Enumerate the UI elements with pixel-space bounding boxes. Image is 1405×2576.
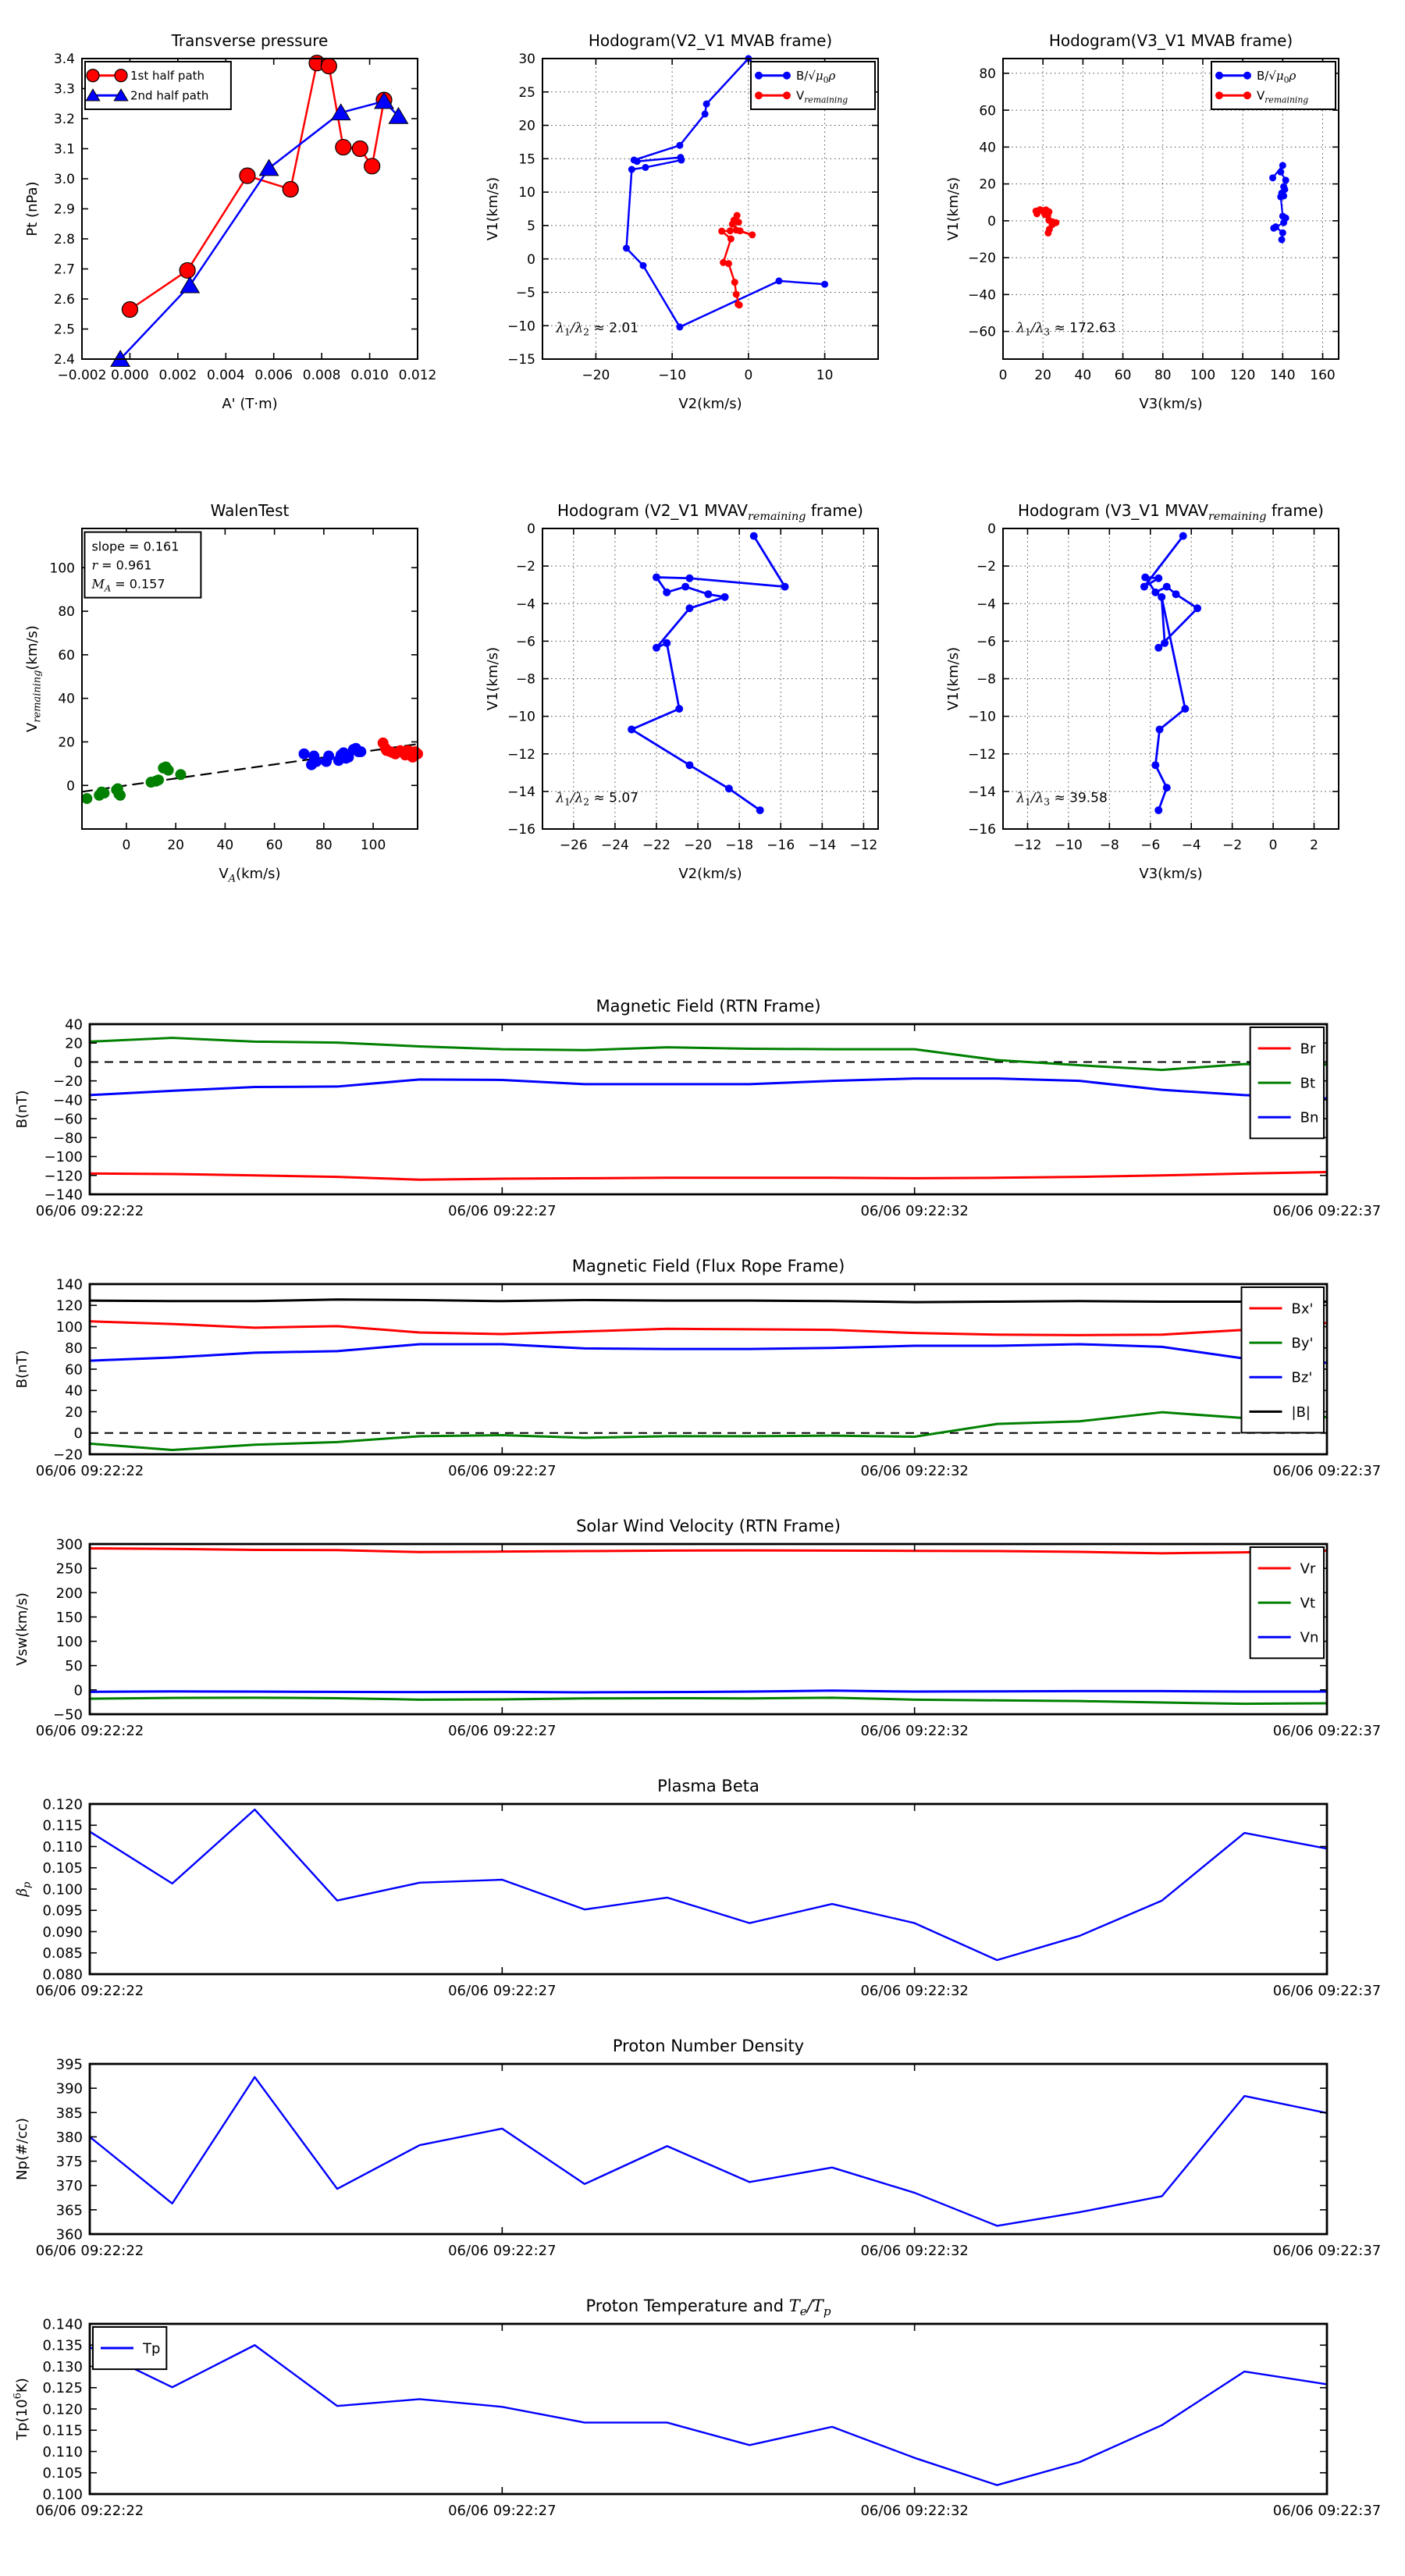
svg-text:40: 40 xyxy=(65,1382,83,1400)
svg-text:−100: −100 xyxy=(44,1149,83,1166)
svg-text:−4: −4 xyxy=(515,596,535,613)
svg-text:200: 200 xyxy=(55,1585,83,1602)
svg-text:|B|: |B| xyxy=(1291,1404,1311,1421)
svg-text:20: 20 xyxy=(65,1404,83,1421)
svg-text:100: 100 xyxy=(55,1318,83,1336)
svg-text:06/06 09:22:27: 06/06 09:22:27 xyxy=(448,1723,557,1739)
svg-text:−2: −2 xyxy=(976,559,996,575)
svg-text:06/06 09:22:27: 06/06 09:22:27 xyxy=(448,1463,557,1479)
svg-text:−20: −20 xyxy=(968,251,996,267)
svg-text:λ1/λ2 ≈ 5.07: $\lambda_1/\lambda_2 \approx 5.07$ xyxy=(556,790,638,808)
svg-text:0.010: 0.010 xyxy=(350,368,389,383)
svg-text:−50: −50 xyxy=(53,1706,83,1724)
svg-text:MA = 0.157: $M_A = 0.157$ xyxy=(91,576,165,594)
svg-text:06/06 09:22:32: 06/06 09:22:32 xyxy=(860,1463,969,1479)
svg-text:−20: −20 xyxy=(53,1446,83,1464)
svg-text:Vremaining(km/s): $V_{remaining}(km/s)$ xyxy=(24,625,44,732)
svg-text:−4: −4 xyxy=(1181,838,1201,853)
svg-text:60: 60 xyxy=(58,647,75,664)
chart-hodogram-v2v1-mvab xyxy=(480,12,921,418)
svg-text:−20: −20 xyxy=(53,1073,83,1091)
svg-text:0: 0 xyxy=(527,251,535,268)
svg-text:06/06 09:22:22: 06/06 09:22:22 xyxy=(35,2503,144,2519)
chart-magnetic-field-rtn xyxy=(0,991,1405,1251)
svg-text:06/06 09:22:37: 06/06 09:22:37 xyxy=(1272,1203,1382,1219)
svg-text:40: 40 xyxy=(58,691,75,707)
svg-text:20: 20 xyxy=(167,838,184,853)
svg-text:06/06 09:22:22: 06/06 09:22:22 xyxy=(35,2243,144,2259)
svg-text:Transverse pressure: Transverse pressure xyxy=(171,31,329,50)
svg-text:WalenTest: WalenTest xyxy=(210,501,290,520)
svg-text:375: 375 xyxy=(55,2154,83,2171)
svg-text:0.100: 0.100 xyxy=(42,1881,83,1898)
svg-text:20: 20 xyxy=(65,1035,83,1052)
chart-transverse-pressure xyxy=(20,12,461,418)
svg-text:0.000: 0.000 xyxy=(111,368,149,383)
svg-text:2.6: 2.6 xyxy=(53,292,75,308)
svg-text:80: 80 xyxy=(979,66,996,83)
chart-walen-test xyxy=(20,482,461,888)
svg-text:150: 150 xyxy=(55,1609,83,1626)
svg-text:0.105: 0.105 xyxy=(42,2465,83,2482)
chart-hodogram-v3v1-mvav xyxy=(941,482,1382,888)
svg-text:Bx': Bx' xyxy=(1291,1300,1314,1318)
svg-text:r = 0.961: r = 0.961 xyxy=(91,557,152,573)
svg-text:100: 100 xyxy=(55,1634,83,1651)
svg-text:5: 5 xyxy=(527,219,535,235)
svg-text:−22: −22 xyxy=(642,838,670,853)
svg-text:0: 0 xyxy=(998,368,1008,383)
svg-text:−40: −40 xyxy=(53,1092,83,1109)
svg-text:Vremaining: $V_{remaining}$ xyxy=(1257,88,1309,105)
svg-text:06/06 09:22:27: 06/06 09:22:27 xyxy=(448,2503,557,2519)
svg-text:B/√μ0ρ: $B/√\mu_0\rho$ xyxy=(1257,69,1297,85)
svg-text:2.9: 2.9 xyxy=(53,201,75,218)
svg-text:0.080: 0.080 xyxy=(42,1966,83,1984)
svg-text:3.4: 3.4 xyxy=(53,52,75,68)
svg-text:250: 250 xyxy=(55,1560,83,1578)
svg-text:3.2: 3.2 xyxy=(53,112,75,128)
svg-text:395: 395 xyxy=(55,2056,83,2073)
svg-text:60: 60 xyxy=(1114,368,1132,383)
svg-text:60: 60 xyxy=(979,103,996,119)
svg-text:V3(km/s): V3(km/s) xyxy=(1139,866,1203,882)
svg-text:0.120: 0.120 xyxy=(42,2401,83,2418)
svg-text:0.100: 0.100 xyxy=(42,2486,83,2503)
svg-text:06/06 09:22:37: 06/06 09:22:37 xyxy=(1272,1983,1382,1999)
svg-text:0: 0 xyxy=(73,1425,83,1443)
svg-text:−120: −120 xyxy=(44,1168,83,1185)
svg-text:V2(km/s): V2(km/s) xyxy=(678,866,742,882)
svg-text:385: 385 xyxy=(55,2105,83,2122)
svg-text:V3(km/s): V3(km/s) xyxy=(1139,396,1203,412)
svg-text:100: 100 xyxy=(49,560,75,577)
svg-text:V2(km/s): V2(km/s) xyxy=(678,396,742,412)
chart-proton-number-density xyxy=(0,2031,1405,2290)
svg-text:0.130: 0.130 xyxy=(42,2358,83,2375)
svg-text:390: 390 xyxy=(55,2080,83,2097)
svg-text:−2: −2 xyxy=(1222,838,1243,853)
svg-text:Np(#/cc): Np(#/cc) xyxy=(14,2118,30,2180)
svg-text:−0.002: −0.002 xyxy=(57,368,107,383)
svg-text:120: 120 xyxy=(1229,368,1256,383)
svg-text:0: 0 xyxy=(122,838,131,853)
svg-text:40: 40 xyxy=(1074,368,1092,383)
svg-text:80: 80 xyxy=(65,1340,83,1357)
svg-text:−6: −6 xyxy=(1140,838,1161,853)
svg-text:Br: Br xyxy=(1300,1041,1316,1058)
svg-text:2.4: 2.4 xyxy=(53,352,75,368)
svg-text:Vn: Vn xyxy=(1300,1629,1319,1646)
svg-text:40: 40 xyxy=(65,1016,83,1034)
svg-text:Tp(106K): $Tp(10^6K)$ xyxy=(12,2378,30,2440)
svg-text:Pt (nPa): Pt (nPa) xyxy=(24,181,41,237)
svg-text:0.115: 0.115 xyxy=(42,2422,83,2439)
svg-text:20: 20 xyxy=(979,176,996,193)
svg-text:0.115: 0.115 xyxy=(42,1817,83,1834)
chart-solar-wind-velocity xyxy=(0,1511,1405,1770)
svg-text:0: 0 xyxy=(1268,838,1278,853)
svg-text:0: 0 xyxy=(73,1054,83,1071)
svg-text:20: 20 xyxy=(1034,368,1052,383)
svg-text:140: 140 xyxy=(55,1276,83,1293)
svg-text:−5: −5 xyxy=(515,285,535,301)
svg-text:−60: −60 xyxy=(53,1111,83,1128)
svg-text:1st half path: 1st half path xyxy=(130,69,205,84)
svg-text:0: 0 xyxy=(66,778,75,795)
svg-text:0.085: 0.085 xyxy=(42,1945,83,1962)
svg-text:−12: −12 xyxy=(849,838,878,853)
svg-text:−15: −15 xyxy=(507,352,535,368)
svg-text:0.105: 0.105 xyxy=(42,1860,83,1877)
svg-text:−26: −26 xyxy=(559,838,588,853)
svg-text:−16: −16 xyxy=(767,838,795,853)
svg-text:−8: −8 xyxy=(1099,838,1119,853)
svg-text:VA(km/s): $V_A(km/s)$ xyxy=(219,866,281,885)
svg-text:0.120: 0.120 xyxy=(42,1796,83,1813)
svg-text:30: 30 xyxy=(518,52,535,68)
svg-text:Hodogram (V3_V1 MVAVremaining: Hodogram (V3_V1 $MVAV_{remaining}$ frame) xyxy=(1018,501,1324,523)
svg-text:160: 160 xyxy=(1310,368,1336,383)
svg-text:Tp: Tp xyxy=(143,2340,161,2357)
svg-text:−6: −6 xyxy=(515,634,535,650)
svg-text:40: 40 xyxy=(979,140,996,156)
svg-text:B(nT): B(nT) xyxy=(14,1350,30,1389)
svg-text:0.006: 0.006 xyxy=(254,368,293,383)
svg-text:06/06 09:22:32: 06/06 09:22:32 xyxy=(860,1983,969,1999)
svg-text:80: 80 xyxy=(315,838,333,853)
svg-text:06/06 09:22:27: 06/06 09:22:27 xyxy=(448,1203,557,1219)
svg-text:V1(km/s): V1(km/s) xyxy=(485,646,501,711)
svg-text:2.8: 2.8 xyxy=(53,232,75,248)
svg-text:06/06 09:22:37: 06/06 09:22:37 xyxy=(1272,2503,1382,2519)
svg-text:40: 40 xyxy=(216,838,234,853)
svg-text:−10: −10 xyxy=(507,318,535,335)
svg-text:06/06 09:22:37: 06/06 09:22:37 xyxy=(1272,1723,1382,1739)
svg-text:Bn: Bn xyxy=(1300,1109,1319,1126)
svg-text:By': By' xyxy=(1291,1335,1314,1352)
svg-text:0: 0 xyxy=(73,1682,83,1699)
svg-text:V1(km/s): V1(km/s) xyxy=(485,176,501,241)
svg-text:06/06 09:22:27: 06/06 09:22:27 xyxy=(448,1983,557,1999)
svg-text:Plasma Beta: Plasma Beta xyxy=(657,1777,759,1795)
svg-text:20: 20 xyxy=(58,735,75,751)
svg-text:2.7: 2.7 xyxy=(53,262,75,278)
svg-text:0.004: 0.004 xyxy=(206,368,245,383)
svg-text:3.3: 3.3 xyxy=(53,81,75,98)
svg-text:360: 360 xyxy=(55,2226,83,2243)
svg-text:0.090: 0.090 xyxy=(42,1923,83,1941)
svg-text:Proton Number Density: Proton Number Density xyxy=(612,2037,805,2055)
svg-text:−140: −140 xyxy=(44,1187,83,1204)
svg-text:−14: −14 xyxy=(507,784,535,800)
svg-text:Bz': Bz' xyxy=(1291,1369,1313,1386)
svg-text:V1(km/s): V1(km/s) xyxy=(945,646,962,711)
chart-plasma-beta xyxy=(0,1771,1405,2030)
svg-text:Vremaining: $V_{remaining}$ xyxy=(796,88,848,105)
svg-text:Hodogram (V2_V1 MVAVremaining: Hodogram (V2_V1 $MVAV_{remaining}$ frame) xyxy=(557,501,863,523)
svg-text:−4: −4 xyxy=(976,596,996,613)
chart-proton-temperature xyxy=(0,2291,1405,2550)
svg-text:60: 60 xyxy=(65,1361,83,1379)
svg-text:−10: −10 xyxy=(658,368,687,383)
svg-text:3.1: 3.1 xyxy=(53,141,75,158)
svg-text:−10: −10 xyxy=(968,709,996,725)
svg-text:80: 80 xyxy=(58,604,75,621)
svg-text:380: 380 xyxy=(55,2129,83,2146)
svg-text:0: 0 xyxy=(527,521,535,538)
svg-text:100: 100 xyxy=(360,838,386,853)
svg-text:−18: −18 xyxy=(725,838,754,853)
svg-text:Solar Wind Velocity (RTN Frame: Solar Wind Velocity (RTN Frame) xyxy=(576,1517,841,1535)
svg-text:λ1/λ3 ≈ 172.63: $\lambda_1/\lambda_3 \approx 172.63$ xyxy=(1016,320,1116,338)
svg-text:0: 0 xyxy=(987,521,996,538)
svg-text:0.002: 0.002 xyxy=(158,368,197,383)
svg-text:0.008: 0.008 xyxy=(302,368,341,383)
svg-text:Hodogram(V3_V1 MVAB frame): Hodogram(V3_V1 MVAB frame) xyxy=(1048,31,1293,50)
svg-text:slope = 0.161: slope = 0.161 xyxy=(91,539,180,554)
svg-text:−10: −10 xyxy=(1054,838,1083,853)
svg-text:0.110: 0.110 xyxy=(42,1838,83,1856)
svg-text:0: 0 xyxy=(744,368,753,383)
svg-text:−40: −40 xyxy=(968,287,996,304)
chart-magnetic-field-fluxrope xyxy=(0,1251,1405,1510)
svg-text:−16: −16 xyxy=(507,822,535,838)
svg-text:50: 50 xyxy=(65,1658,83,1675)
svg-text:06/06 09:22:32: 06/06 09:22:32 xyxy=(860,1203,969,1219)
svg-text:−16: −16 xyxy=(968,822,996,838)
chart-hodogram-v3v1-mvab xyxy=(941,12,1382,418)
svg-text:λ1/λ2 ≈ 2.01: $\lambda_1/\lambda_2 \approx 2.01$ xyxy=(556,320,638,338)
svg-text:2: 2 xyxy=(1310,838,1318,853)
svg-text:06/06 09:22:32: 06/06 09:22:32 xyxy=(860,2503,969,2519)
svg-text:10: 10 xyxy=(518,185,535,201)
svg-text:V1(km/s): V1(km/s) xyxy=(945,176,962,241)
svg-text:−12: −12 xyxy=(968,746,996,763)
svg-text:B(nT): B(nT) xyxy=(14,1090,30,1129)
svg-text:−14: −14 xyxy=(808,838,837,853)
svg-text:80: 80 xyxy=(1154,368,1172,383)
svg-text:−2: −2 xyxy=(515,559,535,575)
svg-text:06/06 09:22:37: 06/06 09:22:37 xyxy=(1272,1463,1382,1479)
svg-text:−12: −12 xyxy=(507,746,535,763)
svg-text:Vt: Vt xyxy=(1300,1595,1316,1612)
svg-text:−8: −8 xyxy=(976,671,996,688)
svg-text:−6: −6 xyxy=(976,634,996,650)
svg-text:0.012: 0.012 xyxy=(398,368,437,383)
svg-text:3.0: 3.0 xyxy=(53,172,75,188)
svg-text:Vsw(km/s): Vsw(km/s) xyxy=(14,1592,30,1666)
svg-text:06/06 09:22:37: 06/06 09:22:37 xyxy=(1272,2243,1382,2259)
svg-text:20: 20 xyxy=(518,118,535,134)
svg-text:Magnetic Field (Flux Rope Fram: Magnetic Field (Flux Rope Frame) xyxy=(571,1257,845,1276)
svg-text:06/06 09:22:22: 06/06 09:22:22 xyxy=(35,1983,144,1999)
svg-text:−14: −14 xyxy=(968,784,996,800)
svg-text:0.135: 0.135 xyxy=(42,2337,83,2354)
svg-text:2.5: 2.5 xyxy=(53,322,75,338)
svg-text:140: 140 xyxy=(1270,368,1296,383)
svg-text:βp: $\beta_p$ xyxy=(14,1881,34,1897)
svg-text:06/06 09:22:27: 06/06 09:22:27 xyxy=(448,2243,557,2259)
svg-text:120: 120 xyxy=(55,1297,83,1315)
svg-text:06/06 09:22:32: 06/06 09:22:32 xyxy=(860,2243,969,2259)
svg-text:λ1/λ3 ≈ 39.58: $\lambda_1/\lambda_3 \approx 39.58$ xyxy=(1016,790,1108,808)
svg-text:25: 25 xyxy=(518,84,535,101)
svg-text:Vr: Vr xyxy=(1300,1560,1316,1578)
svg-text:0.110: 0.110 xyxy=(42,2443,83,2460)
svg-text:−12: −12 xyxy=(1013,838,1042,853)
svg-text:06/06 09:22:22: 06/06 09:22:22 xyxy=(35,1203,144,1219)
svg-text:365: 365 xyxy=(55,2202,83,2219)
svg-text:B/√μ0ρ: $B/√\mu_0\rho$ xyxy=(796,69,836,85)
svg-text:2nd half path: 2nd half path xyxy=(130,88,209,103)
svg-text:Hodogram(V2_V1 MVAB frame): Hodogram(V2_V1 MVAB frame) xyxy=(588,31,833,50)
svg-text:10: 10 xyxy=(816,368,834,383)
svg-text:Bt: Bt xyxy=(1300,1075,1316,1092)
svg-text:15: 15 xyxy=(518,151,535,168)
svg-text:A' (T·m): A' (T·m) xyxy=(222,396,278,412)
svg-text:0.140: 0.140 xyxy=(42,2316,83,2333)
svg-text:06/06 09:22:32: 06/06 09:22:32 xyxy=(860,1723,969,1739)
svg-text:Magnetic Field (RTN Frame): Magnetic Field (RTN Frame) xyxy=(596,997,821,1016)
svg-text:0.095: 0.095 xyxy=(42,1902,83,1920)
svg-text:−20: −20 xyxy=(582,368,610,383)
svg-text:−10: −10 xyxy=(507,709,535,725)
svg-text:0: 0 xyxy=(987,213,996,229)
svg-text:300: 300 xyxy=(55,1536,83,1553)
svg-text:370: 370 xyxy=(55,2178,83,2195)
svg-text:Proton Temperature and Te/Tp: Proton Temperature and $T_e/T_p$ xyxy=(585,2297,831,2319)
svg-text:06/06 09:22:22: 06/06 09:22:22 xyxy=(35,1723,144,1739)
svg-text:06/06 09:22:22: 06/06 09:22:22 xyxy=(35,1463,144,1479)
svg-text:−24: −24 xyxy=(600,838,629,853)
svg-text:−60: −60 xyxy=(968,324,996,340)
svg-text:−20: −20 xyxy=(684,838,713,853)
svg-text:60: 60 xyxy=(265,838,283,853)
svg-text:100: 100 xyxy=(1190,368,1216,383)
svg-text:−8: −8 xyxy=(515,671,535,688)
svg-text:−80: −80 xyxy=(53,1130,83,1147)
svg-text:0.125: 0.125 xyxy=(42,2380,83,2397)
chart-hodogram-v2v1-mvav xyxy=(480,482,921,888)
